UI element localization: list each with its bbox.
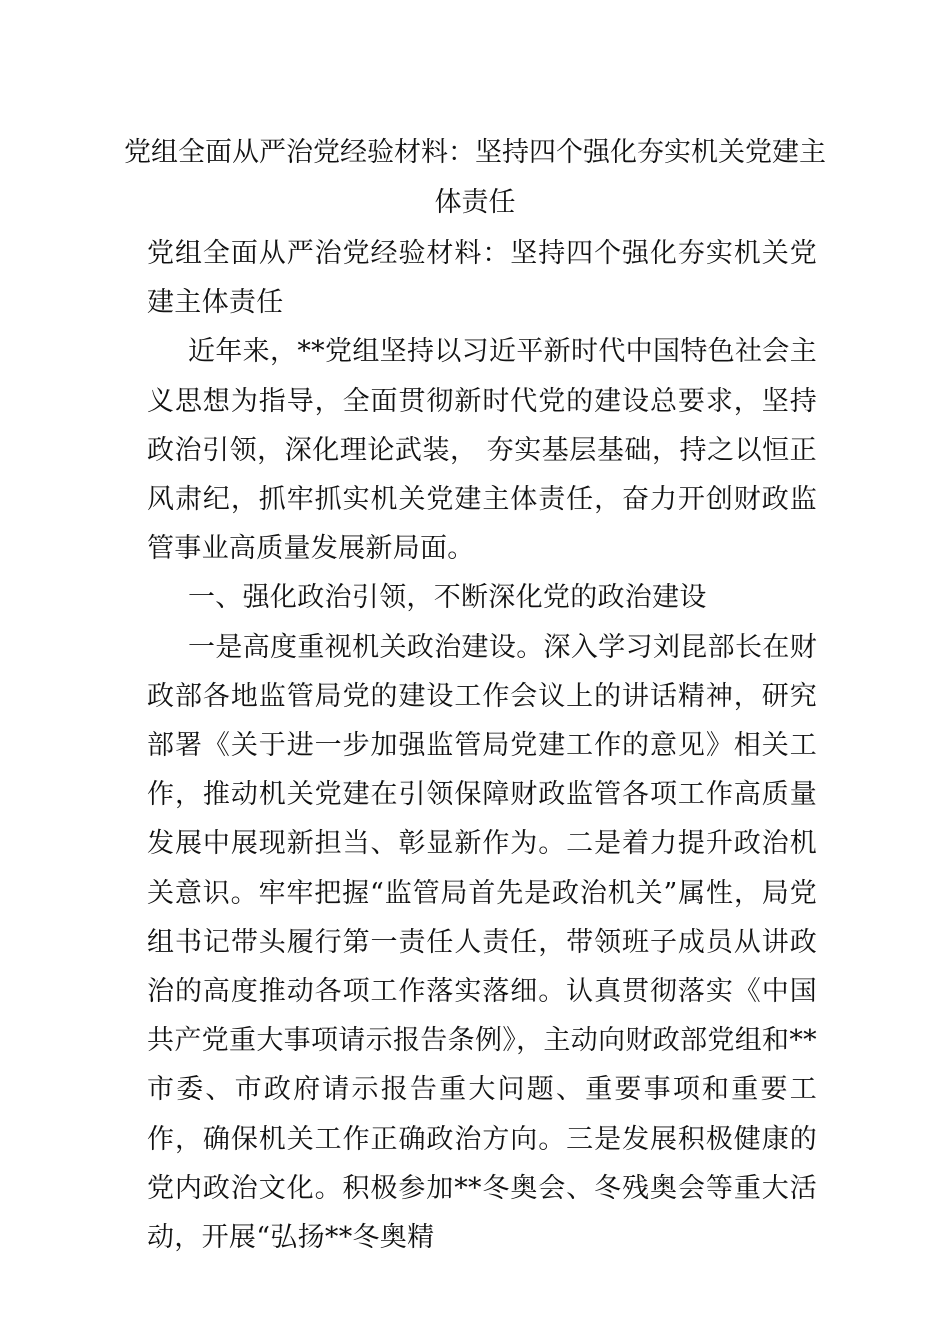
repeated-title: 党组全面从严治党经验材料：坚持四个强化夯实机关党建主体责任 — [147, 238, 817, 319]
document-title: 党组全面从严治党经验材料：坚持四个强化夯实机关党建主体责任 — [124, 137, 826, 218]
paragraph-intro: 近年来，**党组坚持以习近平新时代中国特色社会主义思想为指导，全面贯彻新时代党的建设总要求，坚持政治引领，深化理论武装， 夯实基层基础，持之以恒正风肃纪，抓牢抓实机关党建主体责任，奋力开创财政监管事业高质量发展新局面。 — [147, 336, 817, 565]
document-body — [147, 229, 817, 1262]
paragraph-section-1: 一是高度重视机关政治建设。深入学习刘昆部长在财政部各地监管局党的建设工作会议上的讲话精神，研究部署《关于进一步加强监管局党建工作的意见》相关工作，推动机关党建在引领保障财政监管各项工作高质量发展中展现新担当、彰显新作为。二是着力提升政治机关意识。牢牢把握“监管局首先是政治机关”属性，局党组书记带头履行第一责任人责任，带领班子成员从讲政治的高度推动各项工作落实落细。认真贯彻落实《中国共产党重大事项请示报告条例》，主动向财政部党组和**市委、市政府请示报告重大问题、重要事项和重要工作，确保机关工作正确政治方向。三是发展积极健康的党内政治文化。积极参加**冬奥会、冬残奥会等重大活动，开展“弘扬**冬奥精 — [147, 631, 817, 1254]
section-heading-1: 一、强化政治引领，不断深化党的政治建设 — [188, 582, 707, 614]
